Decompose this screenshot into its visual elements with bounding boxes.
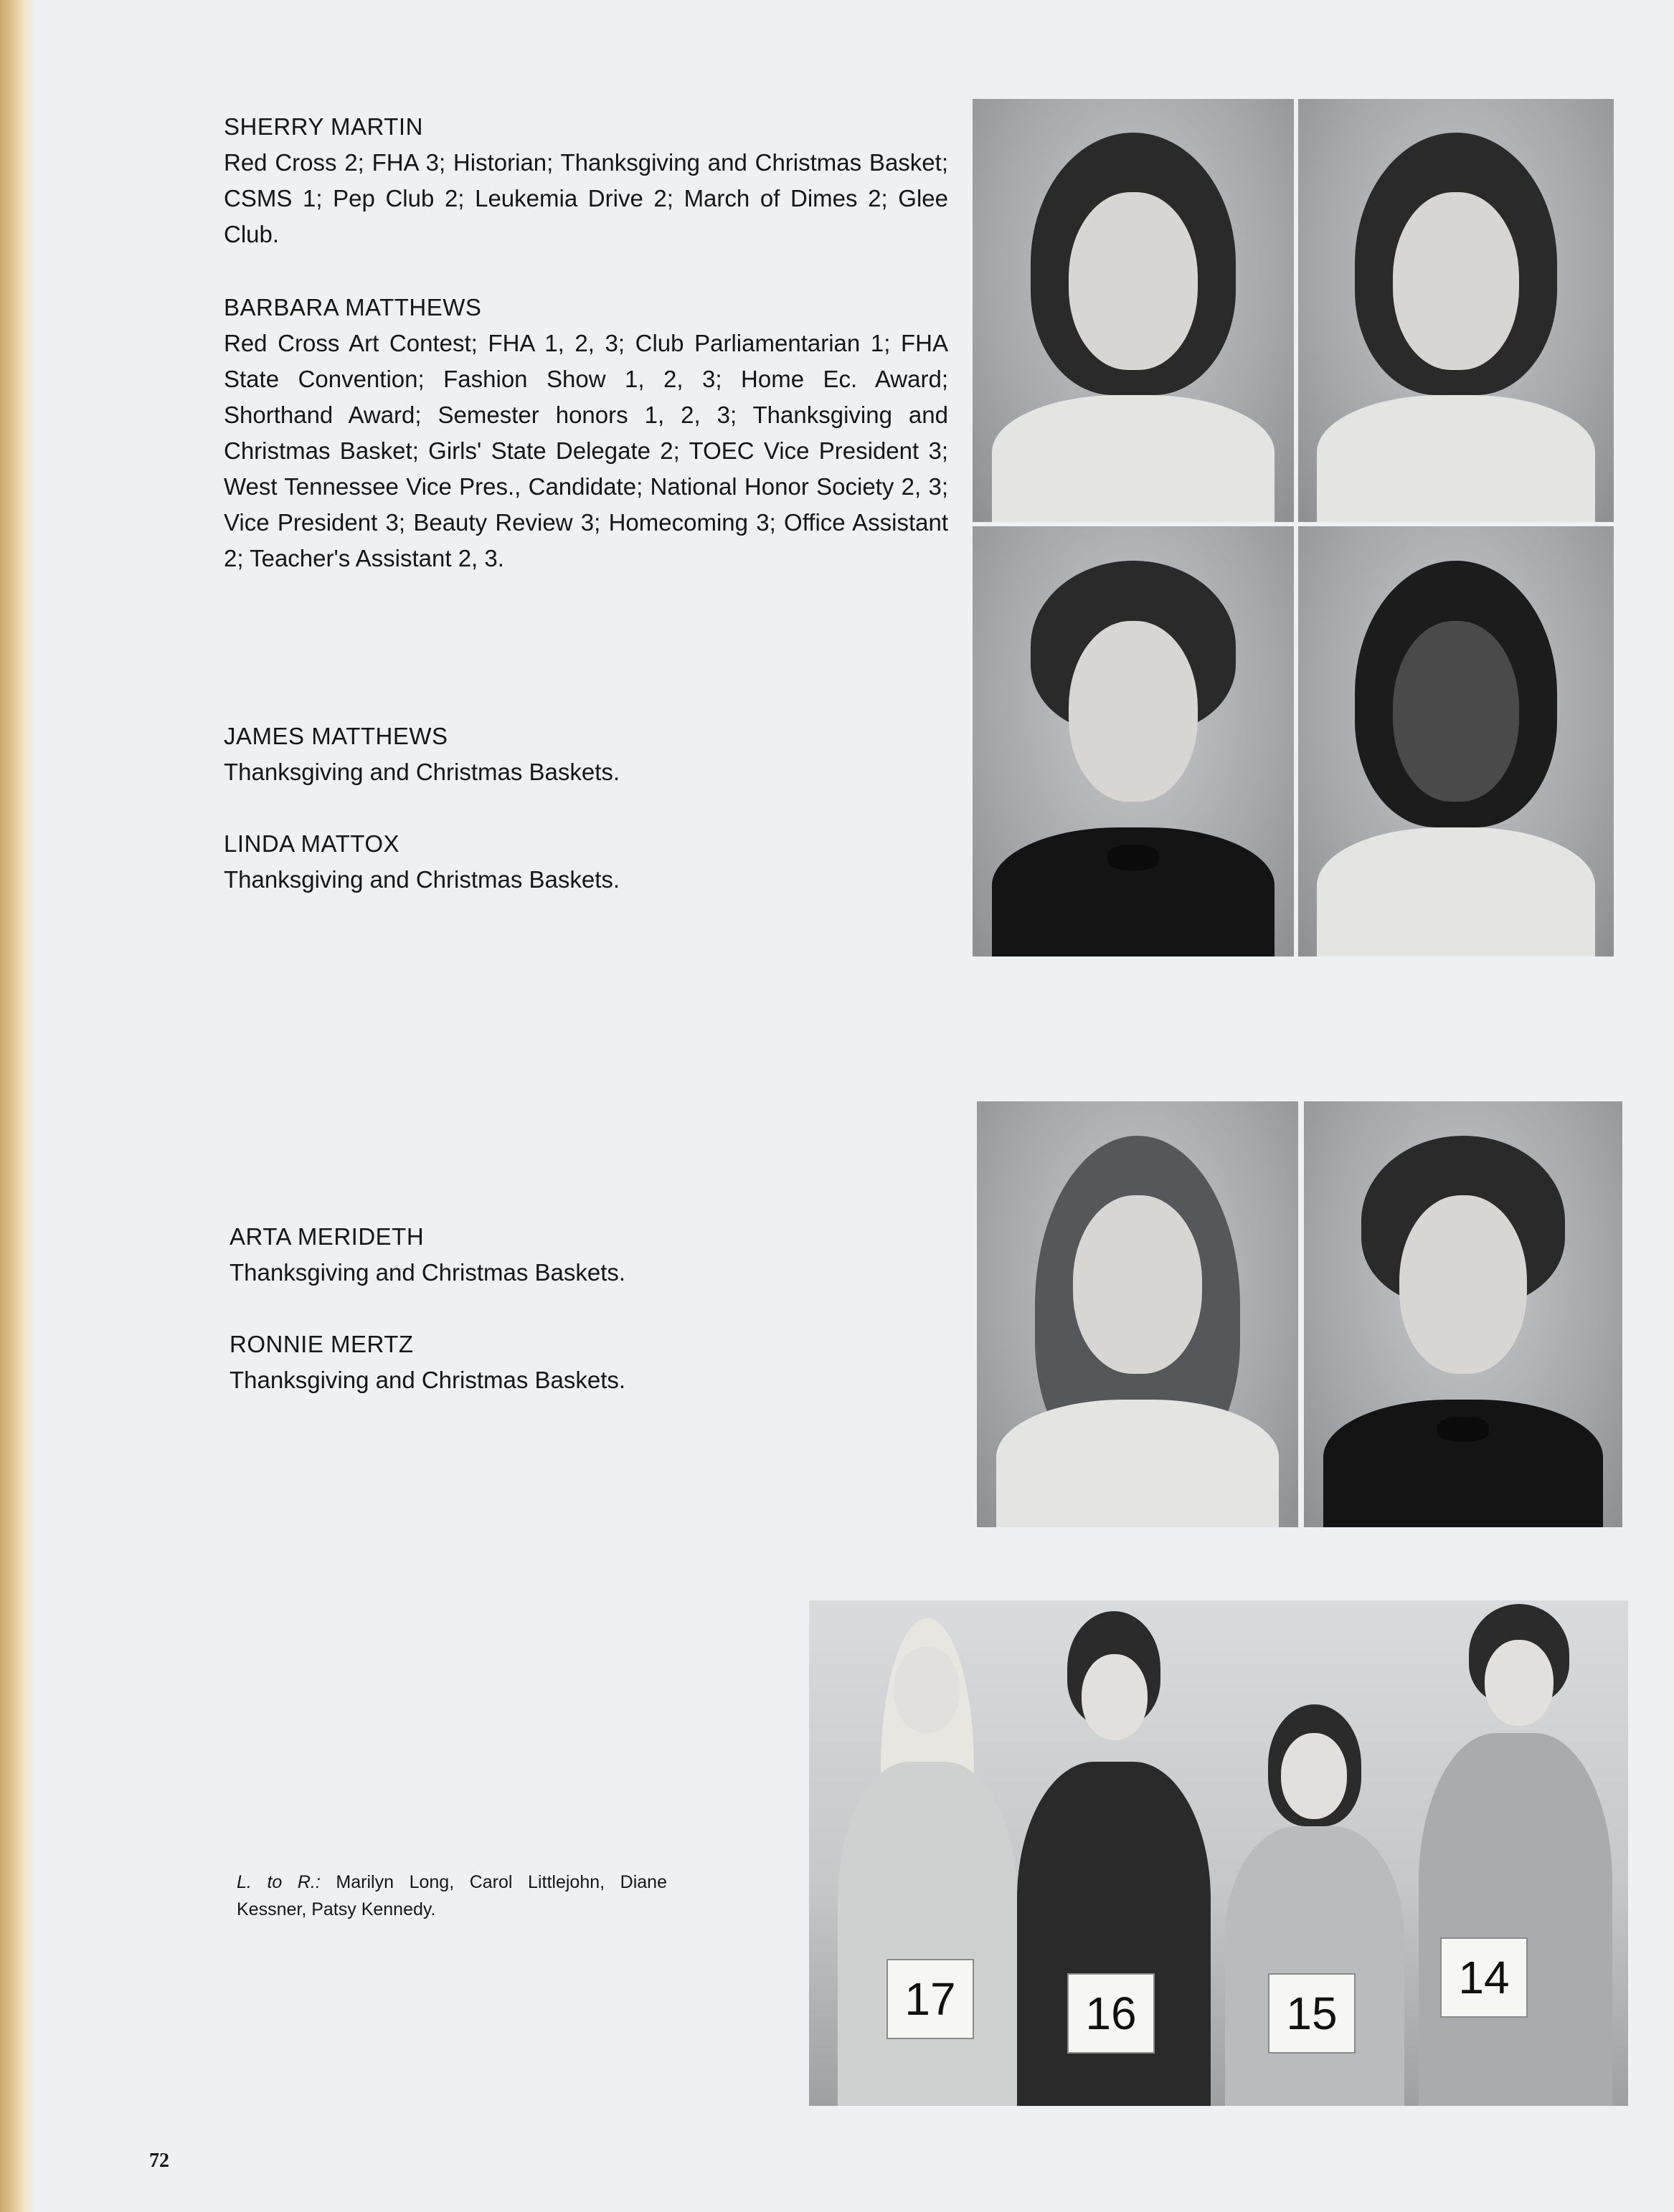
portrait-sherry-martin xyxy=(973,99,1294,522)
portrait-ronnie-mertz xyxy=(1304,1101,1622,1527)
group-photo-beauty-contestants xyxy=(809,1600,1628,2106)
portrait-barbara-matthews xyxy=(1298,99,1614,522)
entry-barbara-matthews xyxy=(224,290,948,576)
page-number: 72 xyxy=(149,2150,169,2172)
student-activities: Thanksgiving and Christmas Baskets. xyxy=(224,866,620,893)
entry-james-matthews xyxy=(224,718,948,790)
student-name: ARTA MERIDETH xyxy=(230,1223,425,1250)
student-activities: Thanksgiving and Christmas Baskets. xyxy=(224,759,620,785)
entry-sherry-martin xyxy=(224,109,948,252)
student-activities: Red Cross Art Contest; FHA 1, 2, 3; Club Parliamentarian 1; FHA State Convention; Fashion Show 1, 2, 3; Home Ec. Award; Shorthand Award; Semester honors 1, 2, 3; Thanksgiving and Christmas Basket; Girls' State Delegate 2; TOEC Vice President 3; West Tennessee Vice Pres., Candidate; National Honor Society 2, 3; Vice President 3; Beauty Review 3; Homecoming 3; Office Assistant 2; Teacher's Assistant 2, 3. xyxy=(224,330,948,571)
student-name: SHERRY MARTIN xyxy=(224,113,423,140)
student-name: LINDA MATTOX xyxy=(224,830,399,857)
portrait-linda-mattox xyxy=(1298,526,1614,957)
contestant-figure xyxy=(1419,1604,1612,2106)
group-photo-caption xyxy=(237,1869,667,1923)
portrait-arta-merideth xyxy=(977,1101,1298,1527)
contestant-number-sign: 16 xyxy=(1067,1973,1155,2054)
contestant-number-sign: 14 xyxy=(1440,1937,1528,2018)
student-name: JAMES MATTHEWS xyxy=(224,723,448,749)
portrait-james-matthews xyxy=(973,526,1294,957)
student-activities: Thanksgiving and Christmas Baskets. xyxy=(230,1259,626,1286)
student-name: BARBARA MATTHEWS xyxy=(224,294,482,321)
contestant-number-sign: 15 xyxy=(1268,1973,1356,2054)
caption-lead: L. to R.: xyxy=(237,1872,321,1892)
entry-arta-merideth xyxy=(230,1219,954,1291)
caption-names: Marilyn Long, Carol Littlejohn, Diane Kessner, Patsy Kennedy. xyxy=(237,1872,667,1919)
entry-ronnie-mertz xyxy=(230,1326,954,1398)
student-name: RONNIE MERTZ xyxy=(230,1331,414,1357)
student-activities: Thanksgiving and Christmas Baskets. xyxy=(230,1367,626,1393)
entry-linda-mattox xyxy=(224,826,948,898)
book-binding-edge xyxy=(0,0,34,2212)
contestant-number-sign: 17 xyxy=(886,1959,974,2039)
student-activities: Red Cross 2; FHA 3; Historian; Thanksgiving and Christmas Basket; CSMS 1; Pep Club 2; Leukemia Drive 2; March of Dimes 2; Glee Club. xyxy=(224,149,948,247)
